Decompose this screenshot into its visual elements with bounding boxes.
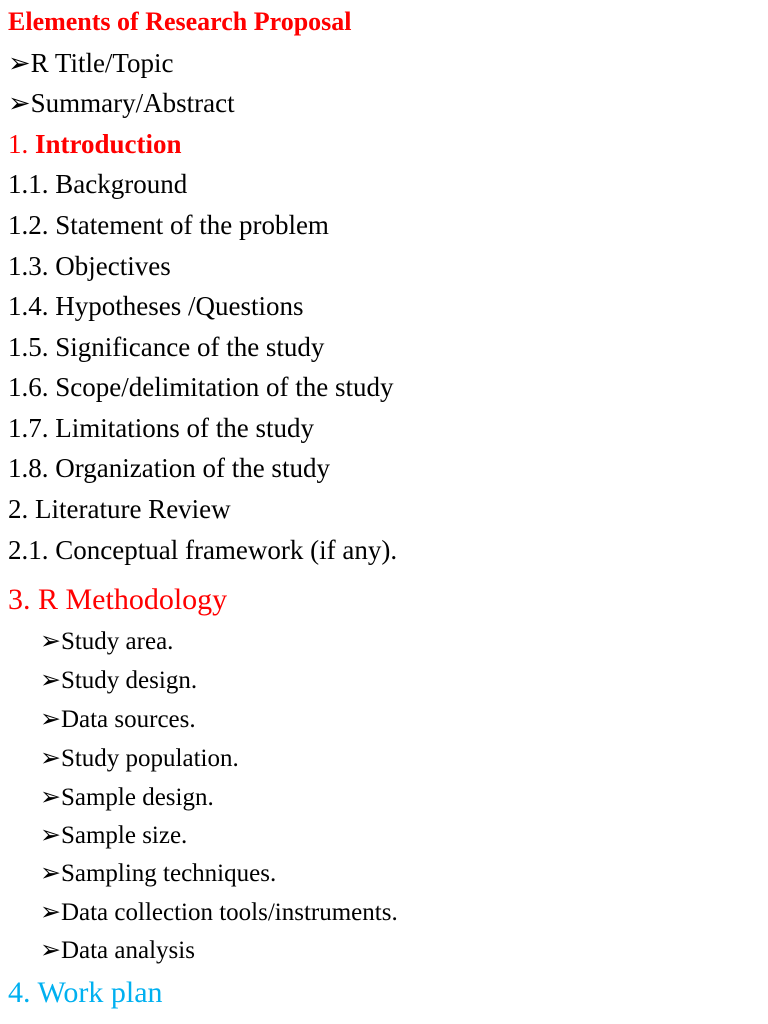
methodology-item-label: Study design. <box>60 667 198 694</box>
methodology-item-label: Sampling techniques. <box>60 860 277 887</box>
arrow-bullet-icon: ➢ <box>40 667 61 694</box>
methodology-item <box>40 900 398 925</box>
intro-item: 1.1. Background <box>8 169 188 199</box>
bullet-item-summary <box>8 90 235 117</box>
intro-item: 1.8. Organization of the study <box>8 453 330 483</box>
arrow-bullet-icon: ➢ <box>40 899 61 926</box>
intro-item: 1.2. Statement of the problem <box>8 210 329 240</box>
bullet-item-title-topic <box>8 50 174 77</box>
intro-item: 1.4. Hypotheses /Questions <box>8 291 304 321</box>
methodology-item <box>40 668 197 693</box>
methodology-item <box>40 629 173 654</box>
methodology-item-label: Sample design. <box>60 784 214 811</box>
methodology-item-label: Study area. <box>60 628 174 655</box>
intro-item: 1.7. Limitations of the study <box>8 413 314 443</box>
methodology-item-label: Data analysis <box>60 937 195 964</box>
methodology-item <box>40 746 239 771</box>
methodology-item-label: Data collection tools/instruments. <box>60 899 398 926</box>
methodology-item <box>40 707 196 732</box>
section-number: 1. <box>8 129 29 159</box>
intro-item: 1.5. Significance of the study <box>8 332 325 362</box>
section-heading-methodology: 3. R Methodology <box>8 583 228 616</box>
section-label: Introduction <box>35 129 182 159</box>
methodology-item <box>40 823 187 848</box>
arrow-bullet-icon: ➢ <box>40 745 61 772</box>
methodology-item <box>40 785 214 810</box>
arrow-bullet-icon: ➢ <box>40 860 61 887</box>
bullet-item-label: R Title/Topic <box>30 48 174 78</box>
methodology-item <box>40 861 276 886</box>
methodology-item-label: Sample size. <box>60 822 188 849</box>
document-title: Elements of Research Proposal <box>8 7 352 36</box>
arrow-bullet-icon: ➢ <box>40 937 61 964</box>
arrow-bullet-icon: ➢ <box>8 88 31 118</box>
arrow-bullet-icon: ➢ <box>40 822 61 849</box>
intro-item: 1.3. Objectives <box>8 251 171 281</box>
bullet-item-label: Summary/Abstract <box>30 88 235 118</box>
intro-item: 1.6. Scope/delimitation of the study <box>8 372 394 402</box>
methodology-item-label: Data sources. <box>60 706 196 733</box>
arrow-bullet-icon: ➢ <box>40 706 61 733</box>
arrow-bullet-icon: ➢ <box>40 628 61 655</box>
literature-item: 2.1. Conceptual framework (if any). <box>8 535 398 565</box>
methodology-item-label: Study population. <box>60 745 239 772</box>
arrow-bullet-icon: ➢ <box>8 48 31 78</box>
section-heading-literature: 2. Literature Review <box>8 494 231 524</box>
section-heading-work-plan: 4. Work plan <box>8 976 163 1009</box>
section-heading-introduction <box>8 131 182 158</box>
arrow-bullet-icon: ➢ <box>40 784 61 811</box>
methodology-item <box>40 938 195 963</box>
